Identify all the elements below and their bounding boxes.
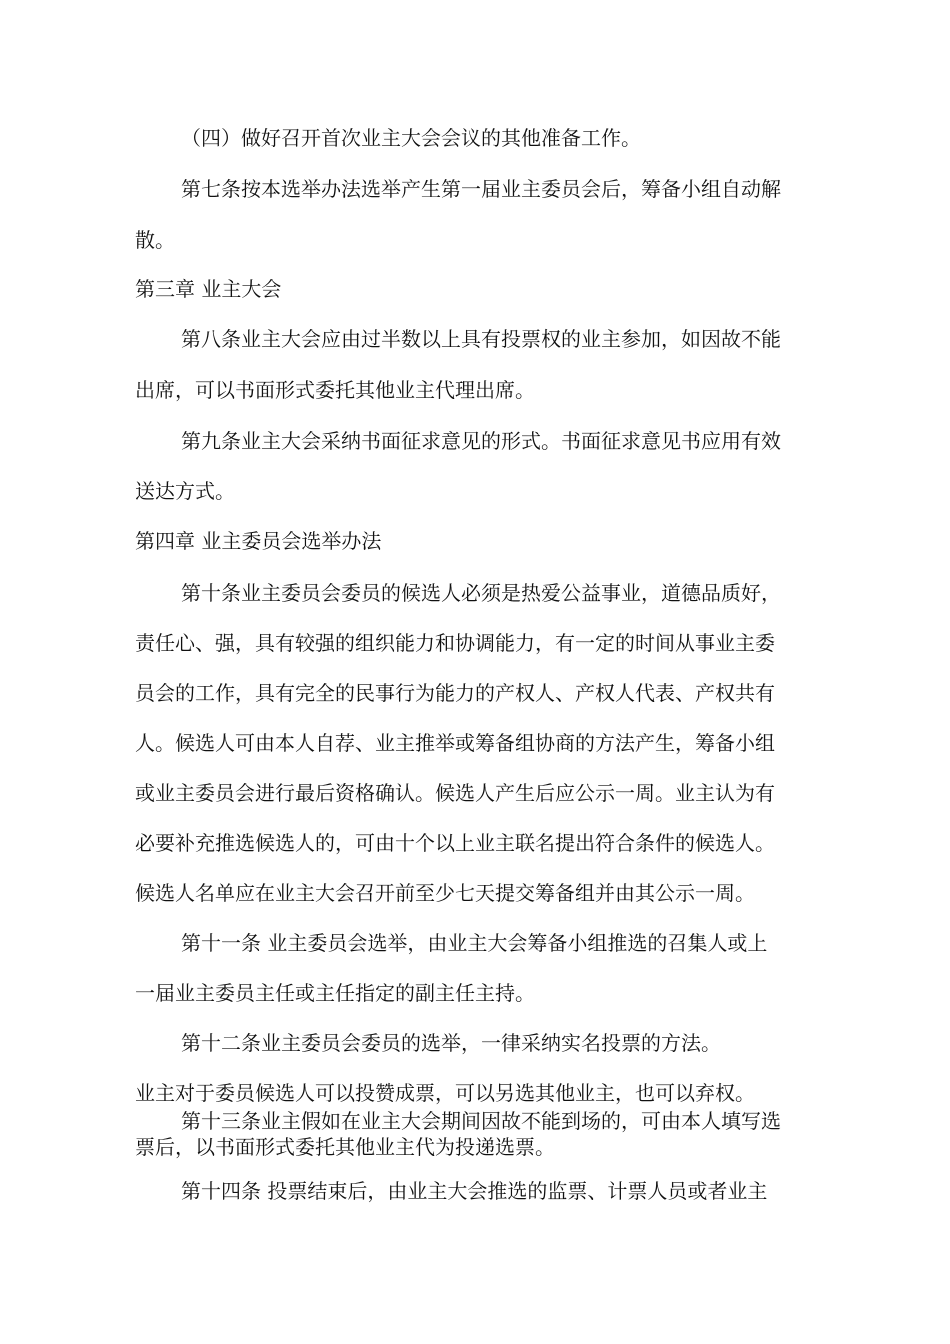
article-7-line-1: 第七条按本选举办法选举产生第一届业主委员会后，筹备小组自动解 [181,177,781,201]
article-14-line-1: 第十四条 投票结束后，由业主大会推选的监票、计票人员或者业主 [181,1179,768,1203]
article-11-line-2: 一届业主委员主任或主任指定的副主任主持。 [135,981,535,1005]
paragraph-item-4-line: （四）做好召开首次业主大会会议的其他准备工作。 [181,126,641,150]
chapter-3-heading: 第三章 业主大会 [135,277,282,301]
article-10-line-6: 必要补充推选候选人的，可由十个以上业主联名提出符合条件的候选人。 [135,831,775,855]
article-8-line-2: 出席，可以书面形式委托其他业主代理出席。 [135,378,535,402]
article-11-line-1: 第十一条 业主委员会选举，由业主大会筹备小组推选的召集人或上 [181,931,768,955]
article-10-line-4: 人。候选人可由本人自荐、业主推举或筹备组协商的方法产生，筹备小组 [135,731,775,755]
article-9-line-1: 第九条业主大会采纳书面征求意见的形式。书面征求意见书应用有效 [181,429,781,453]
article-8-line-1: 第八条业主大会应由过半数以上具有投票权的业主参加，如因故不能 [181,327,781,351]
article-12-line-2: 业主对于委员候选人可以投赞成票，可以另选其他业主，也可以弃权。 [135,1081,755,1105]
article-13-line-2: 票后，以书面形式委托其他业主代为投递选票。 [135,1135,555,1159]
article-12-line-1: 第十二条业主委员会委员的选举，一律采纳实名投票的方法。 [181,1031,721,1055]
chapter-4-heading: 第四章 业主委员会选举办法 [135,529,382,553]
article-10-line-5: 或业主委员会进行最后资格确认。候选人产生后应公示一周。业主认为有 [135,781,775,805]
article-9-line-2: 送达方式。 [135,479,235,503]
article-10-line-2: 责任心、强，具有较强的组织能力和协调能力，有一定的时间从事业主委 [135,631,775,655]
article-10-line-1: 第十条业主委员会委员的候选人必须是热爱公益事业，道德品质好， [181,581,781,605]
article-7-line-2: 散。 [135,228,175,252]
article-10-line-3: 员会的工作，具有完全的民事行为能力的产权人、产权人代表、产权共有 [135,681,775,705]
article-13-line-1: 第十三条业主假如在业主大会期间因故不能到场的，可由本人填写选 [181,1109,781,1133]
article-10-line-7: 候选人名单应在业主大会召开前至少七天提交筹备组并由其公示一周。 [135,881,755,905]
